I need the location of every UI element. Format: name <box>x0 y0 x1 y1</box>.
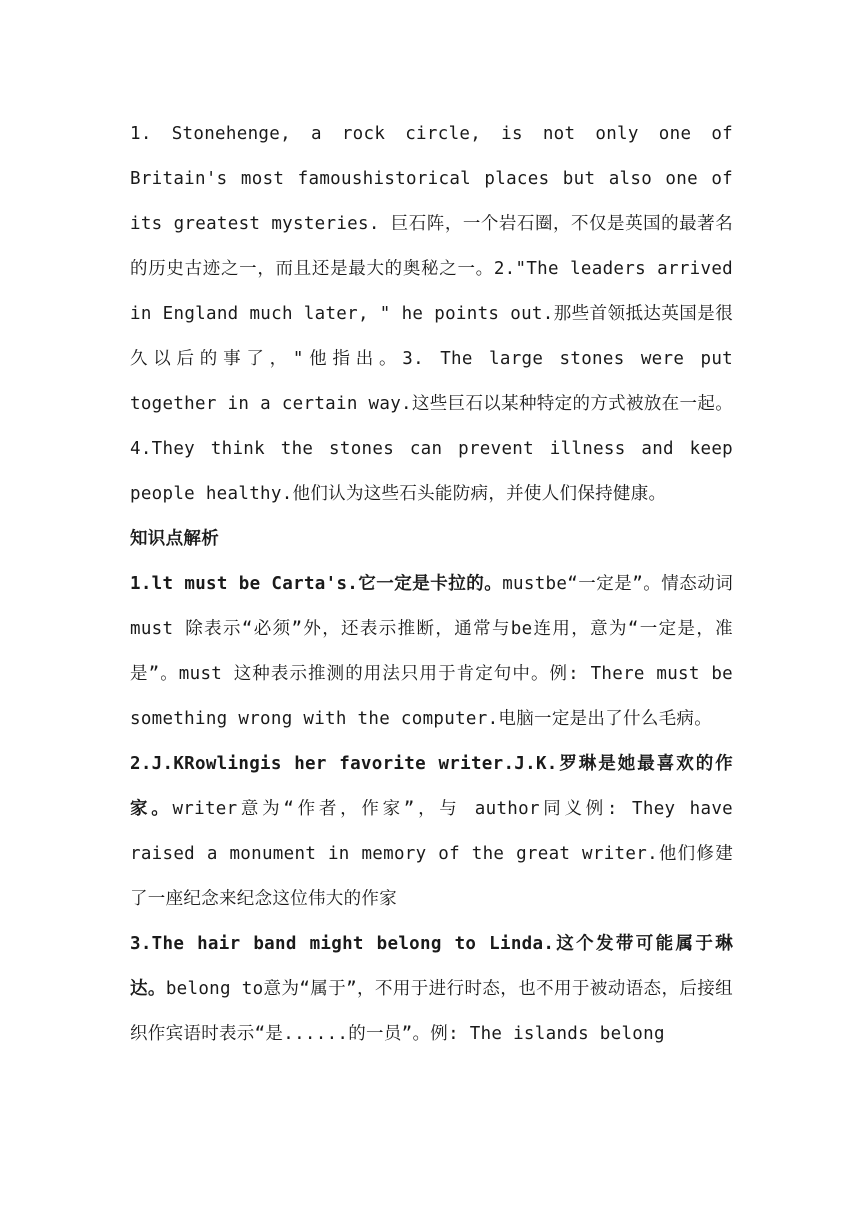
item-2-body: writer意为“作者，作家”，与 author同义例: They have raised a monument in memory of the great writer.他们修建了一座纪念来纪念这位伟大的作家 <box>130 799 733 909</box>
item-3-paragraph <box>130 922 733 1057</box>
item-3-title: 3.The hair band might belong to Linda.这个发带可能属于琳达。 <box>130 934 733 999</box>
item-2-paragraph <box>130 742 733 922</box>
item-1-body: mustbe“一定是”。情态动词must 除表示“必须”外，还表示推断，通常与be连用，意为“一定是，准是”。must 这种表示推测的用法只用于肯定句中。例: There must be something wrong with the computer.电脑一定是出了什么毛病。 <box>130 574 733 729</box>
section-heading: 知识点解析 <box>130 529 219 549</box>
item-2-title: 2.J.KRowlingis her favorite writer.J.K.罗琳是她最喜欢的作家。 <box>130 754 733 819</box>
item-1-title: 1.lt must be Carta's.它一定是卡拉的。 <box>130 574 503 594</box>
intro-paragraph: 1. Stonehenge, a rock circle, is not only one of Britain's most famoushistorical places but also one of its greatest mysteries. 巨石阵，一个岩石圈，不仅是英国的最著名的历史古迹之一，而且还是最大的奥秘之一。2."The leaders arrived in England much later, " he points out.那些首领抵达英国是很久以后的事了，"他指出。3. The large stones were put together in a certain way.这些巨石以某种特定的方式被放在一起。4.They think the stones can prevent illness and keep people healthy.他们认为这些石头能防病，并使人们保持健康。 <box>130 124 733 504</box>
document-body <box>130 112 733 1057</box>
item-1-paragraph <box>130 562 733 742</box>
item-3-body: belong to意为“属于”，不用于进行时态，也不用于被动语态，后接组织作宾语时表示“是......的一员”。例: The islands belong <box>130 979 733 1044</box>
